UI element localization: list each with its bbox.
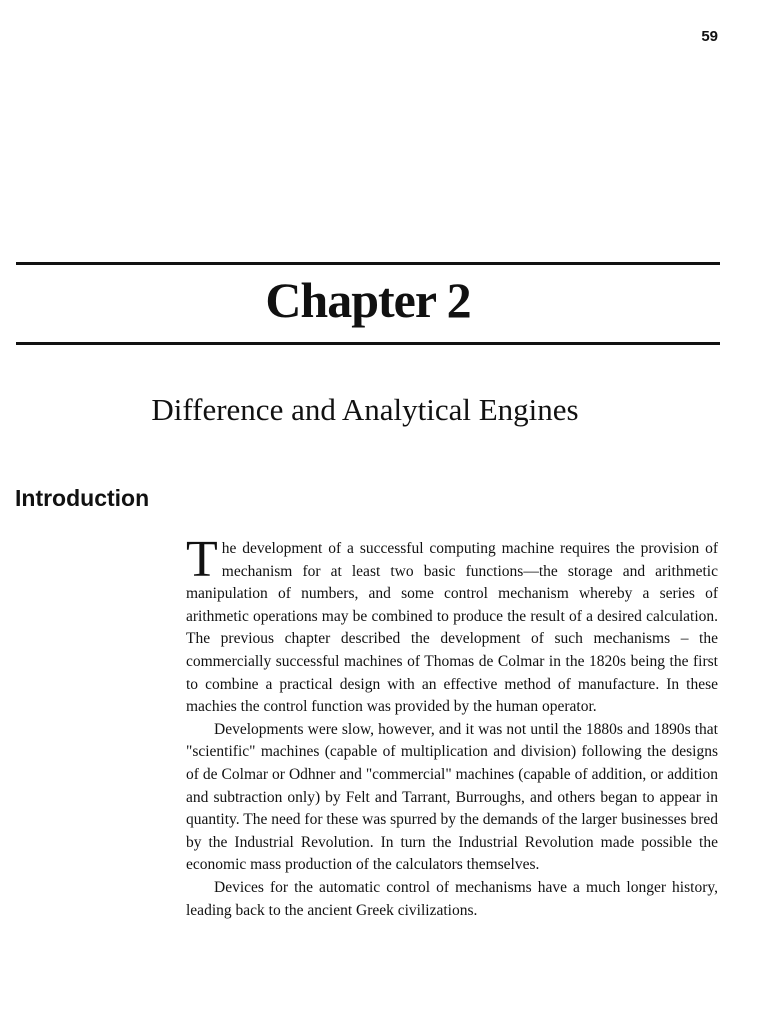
- section-heading: Introduction: [15, 485, 150, 511]
- paragraph-3: Devices for the automatic control of mechanisms have a much longer history, leading back to the ancient Greek civilizations.: [186, 878, 718, 919]
- body-text: [186, 531, 718, 922]
- paragraph-1-text: he development of a successful computing machine requires the provision of mechanism for at least two basic functions—the storage and arithmetic manipulation of numbers, and some control mechanism whereby a series of arithmetic operations may be combined to produce the result of a desired calculation. The previous chapter described the development of such mechanisms – the commercially successful machines of Thomas de Colmar in the 1820s being the first to combine a practical design with an effective method of manufacture. In these machies the control function was provided by the human operator.: [186, 540, 718, 716]
- chapter-bottom-rule: [16, 342, 720, 345]
- chapter-top-rule: [16, 262, 720, 265]
- chapter-title: Chapter 2: [265, 272, 471, 328]
- chapter-subtitle: Difference and Analytical Engines: [151, 392, 579, 427]
- paragraph-2: Developments were slow, however, and it was not until the 1880s and 1890s that "scientific" machines (capable of multiplication and division) following the designs of de Colmar or Odhner and "commercial" machines (capable of addition, or addition and subtraction only) by Felt and Tarrant, Burroughs, and others began to appear in quantity. The need for these was spurred by the demands of the larger businesses bred by the Industrial Revolution. In turn the Industrial Revolution made possible the economic mass production of the calculators themselves.: [186, 720, 718, 874]
- page-number: 59: [701, 28, 718, 45]
- drop-cap: T: [186, 531, 218, 588]
- paragraph-1: [186, 531, 718, 719]
